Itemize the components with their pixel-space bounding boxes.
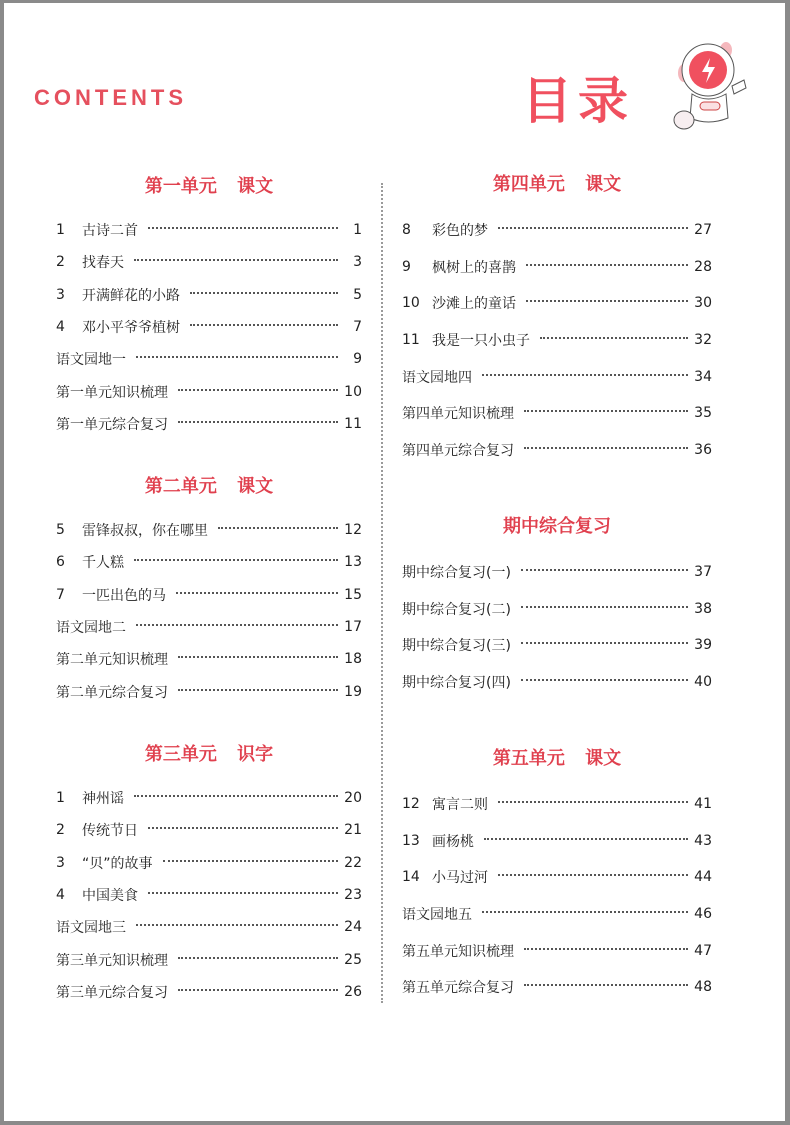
toc-entry[interactable]: [56, 546, 362, 578]
dot-leader: [524, 410, 688, 412]
page-number: 9: [353, 351, 362, 368]
entry-title: 语文园地一: [56, 352, 126, 369]
page-number: 7: [353, 319, 362, 336]
toc-entry[interactable]: [56, 375, 362, 407]
toc-entry[interactable]: [56, 279, 362, 311]
entry-title: 画杨桃: [432, 833, 474, 850]
page-number: 11: [344, 415, 362, 432]
entry-title: 开满鲜花的小路: [82, 287, 180, 304]
contents-heading: CONTENTS: [34, 85, 187, 110]
entry-title: 第三单元综合复习: [56, 984, 168, 1001]
page-number: 23: [344, 887, 362, 904]
toc-entry[interactable]: [402, 823, 712, 860]
page-number: 18: [344, 651, 362, 668]
page-number: 40: [694, 674, 712, 691]
toc-entry[interactable]: [56, 214, 362, 246]
entry-title: 寓言二则: [432, 797, 488, 814]
page-number: 37: [694, 564, 712, 581]
toc-entry[interactable]: [56, 514, 362, 546]
dot-leader: [136, 924, 338, 926]
toc-entry[interactable]: [402, 358, 712, 395]
page-number: 1: [353, 222, 362, 239]
entry-title: 第二单元知识梳理: [56, 652, 168, 669]
lesson-number: 8: [402, 222, 411, 239]
page-number: 35: [694, 405, 712, 422]
entry-title: 第五单元综合复习: [402, 980, 514, 997]
page-number: 39: [694, 637, 712, 654]
entry-title: “贝”的故事: [82, 855, 153, 872]
page-number: 12: [344, 522, 362, 539]
toc-entry[interactable]: [56, 579, 362, 611]
entry-title: 第二单元综合复习: [56, 684, 168, 701]
toc-section: [402, 170, 712, 468]
toc-entry[interactable]: [402, 627, 712, 664]
page-number: 34: [694, 368, 712, 385]
page-number: 13: [344, 554, 362, 571]
dot-leader: [178, 656, 338, 658]
toc-entry[interactable]: [402, 969, 712, 1006]
dot-leader: [134, 259, 338, 261]
page-number: 10: [344, 383, 362, 400]
lesson-number: 10: [402, 295, 420, 312]
toc-entry[interactable]: [402, 664, 712, 701]
entry-title: 找春天: [82, 255, 124, 272]
dot-leader: [190, 324, 338, 326]
page-number: 5: [353, 286, 362, 303]
dot-leader: [498, 874, 688, 876]
dot-leader: [482, 374, 688, 376]
entry-title: 第四单元综合复习: [402, 442, 514, 459]
section-title: 第一单元 课文: [144, 176, 274, 197]
toc-entry[interactable]: [56, 814, 362, 846]
dot-leader: [526, 300, 688, 302]
entry-title: 中国美食: [82, 888, 138, 905]
page-number: 15: [344, 586, 362, 603]
dot-leader: [178, 421, 338, 423]
dot-leader: [482, 911, 688, 913]
entry-title: 古诗二首: [82, 223, 138, 240]
page-number: 25: [344, 951, 362, 968]
dot-leader: [148, 227, 338, 229]
entry-title: 第五单元知识梳理: [402, 943, 514, 960]
entry-title: 邓小平爷爷植树: [82, 320, 180, 337]
toc-entry[interactable]: [56, 343, 362, 375]
entry-title: 期中综合复习(四): [402, 675, 511, 692]
toc-entry[interactable]: [56, 847, 362, 879]
toc-entry[interactable]: [402, 212, 712, 249]
dot-leader: [178, 957, 338, 959]
page-number: 44: [694, 869, 712, 886]
toc-entry[interactable]: [402, 322, 712, 359]
toc-entry[interactable]: [56, 611, 362, 643]
entry-title: 传统节日: [82, 823, 138, 840]
page-number: 3: [353, 254, 362, 271]
entry-title: 期中综合复习(一): [402, 565, 511, 582]
page-number: 47: [694, 942, 712, 959]
lesson-number: 1: [56, 790, 65, 807]
entry-title: 期中综合复习(二): [402, 601, 511, 618]
page-number: 27: [694, 222, 712, 239]
toc-entry[interactable]: [56, 246, 362, 278]
lesson-number: 3: [56, 286, 65, 303]
dot-leader: [521, 569, 688, 571]
page-title: 目录: [522, 72, 634, 130]
page-number: 36: [694, 441, 712, 458]
toc-entry[interactable]: [402, 554, 712, 591]
section-title: 第三单元 识字: [144, 744, 274, 765]
entry-title: 一匹出色的马: [82, 587, 166, 604]
dot-leader: [524, 948, 688, 950]
dot-leader: [148, 827, 338, 829]
dot-leader: [148, 892, 338, 894]
entry-title: 雷锋叔叔，你在哪里: [82, 523, 208, 540]
dot-leader: [178, 689, 338, 691]
section-title: 期中综合复习: [503, 516, 611, 537]
dot-leader: [178, 389, 338, 391]
lesson-number: 3: [56, 854, 65, 871]
entry-title: 语文园地二: [56, 620, 126, 637]
dot-leader: [521, 679, 688, 681]
toc-entry[interactable]: [56, 675, 362, 707]
toc-entry[interactable]: [56, 643, 362, 675]
page: [4, 3, 785, 1121]
toc-section: [402, 744, 712, 1006]
toc-entry[interactable]: [402, 932, 712, 969]
lesson-number: 1: [56, 222, 65, 239]
dot-leader: [134, 559, 338, 561]
page-number: 26: [344, 983, 362, 1000]
dot-leader: [134, 795, 338, 797]
entry-title: 我是一只小虫子: [432, 333, 530, 350]
entry-title: 沙滩上的童话: [432, 296, 516, 313]
lesson-number: 4: [56, 319, 65, 336]
toc-entry[interactable]: [56, 408, 362, 440]
page-number: 21: [344, 822, 362, 839]
toc-entry[interactable]: [402, 285, 712, 322]
column-divider: [381, 183, 383, 1003]
lesson-number: 6: [56, 554, 65, 571]
entry-title: 神州谣: [82, 791, 124, 808]
toc-entry[interactable]: [402, 591, 712, 628]
entry-title: 第一单元知识梳理: [56, 384, 168, 401]
dot-leader: [218, 527, 338, 529]
dot-leader: [484, 838, 688, 840]
dot-leader: [524, 447, 688, 449]
entry-title: 第四单元知识梳理: [402, 406, 514, 423]
dot-leader: [521, 606, 688, 608]
lesson-number: 2: [56, 254, 65, 271]
lesson-number: 12: [402, 796, 420, 813]
entry-title: 语文园地三: [56, 920, 126, 937]
toc-entry[interactable]: [402, 432, 712, 469]
page-number: 30: [694, 295, 712, 312]
entry-title: 语文园地五: [402, 907, 472, 924]
entry-title: 彩色的梦: [432, 223, 488, 240]
dot-leader: [526, 264, 688, 266]
dot-leader: [176, 592, 338, 594]
dot-leader: [190, 292, 338, 294]
page-number: 43: [694, 832, 712, 849]
lesson-number: 11: [402, 332, 420, 349]
astronaut-mascot-icon: [664, 38, 764, 138]
dot-leader: [136, 356, 338, 358]
toc-section: [56, 472, 362, 708]
toc-entry[interactable]: [402, 859, 712, 896]
entry-title: 千人糕: [82, 555, 124, 572]
section-title: 第四单元 课文: [492, 174, 622, 195]
page-number: 41: [694, 796, 712, 813]
toc-entry[interactable]: [402, 395, 712, 432]
toc-section: [402, 512, 712, 700]
dot-leader: [521, 642, 688, 644]
page-number: 46: [694, 906, 712, 923]
toc-entry[interactable]: [56, 911, 362, 943]
toc-section: [56, 740, 362, 1008]
lesson-number: 2: [56, 822, 65, 839]
page-number: 32: [694, 332, 712, 349]
page-number: 22: [344, 854, 362, 871]
dot-leader: [540, 337, 688, 339]
toc-entry[interactable]: [56, 782, 362, 814]
entry-title: 第一单元综合复习: [56, 416, 168, 433]
section-title: 第五单元 课文: [492, 748, 622, 769]
dot-leader: [136, 624, 338, 626]
page-number: 19: [344, 683, 362, 700]
dot-leader: [178, 989, 338, 991]
dot-leader: [163, 860, 338, 862]
entry-title: 期中综合复习(三): [402, 638, 511, 655]
toc-entry[interactable]: [402, 249, 712, 286]
lesson-number: 13: [402, 832, 420, 849]
entry-title: 枫树上的喜鹊: [432, 259, 516, 276]
page-number: 20: [344, 790, 362, 807]
lesson-number: 4: [56, 887, 65, 904]
entry-title: 小马过河: [432, 870, 488, 887]
toc-entry[interactable]: [56, 943, 362, 975]
toc-section: [56, 172, 362, 440]
page-number: 48: [694, 979, 712, 996]
dot-leader: [524, 984, 688, 986]
toc-entry[interactable]: [402, 896, 712, 933]
toc-entry[interactable]: [56, 879, 362, 911]
lesson-number: 5: [56, 522, 65, 539]
page-number: 38: [694, 600, 712, 617]
entry-title: 语文园地四: [402, 369, 472, 386]
section-title: 第二单元 课文: [144, 476, 274, 497]
dot-leader: [498, 227, 688, 229]
toc-entry[interactable]: [56, 311, 362, 343]
page-number: 24: [344, 919, 362, 936]
lesson-number: 9: [402, 258, 411, 275]
entry-title: 第三单元知识梳理: [56, 952, 168, 969]
toc-entry[interactable]: [402, 786, 712, 823]
lesson-number: 14: [402, 869, 420, 886]
page-number: 17: [344, 619, 362, 636]
dot-leader: [498, 801, 688, 803]
lesson-number: 7: [56, 586, 65, 603]
page-number: 28: [694, 258, 712, 275]
toc-entry[interactable]: [56, 976, 362, 1008]
